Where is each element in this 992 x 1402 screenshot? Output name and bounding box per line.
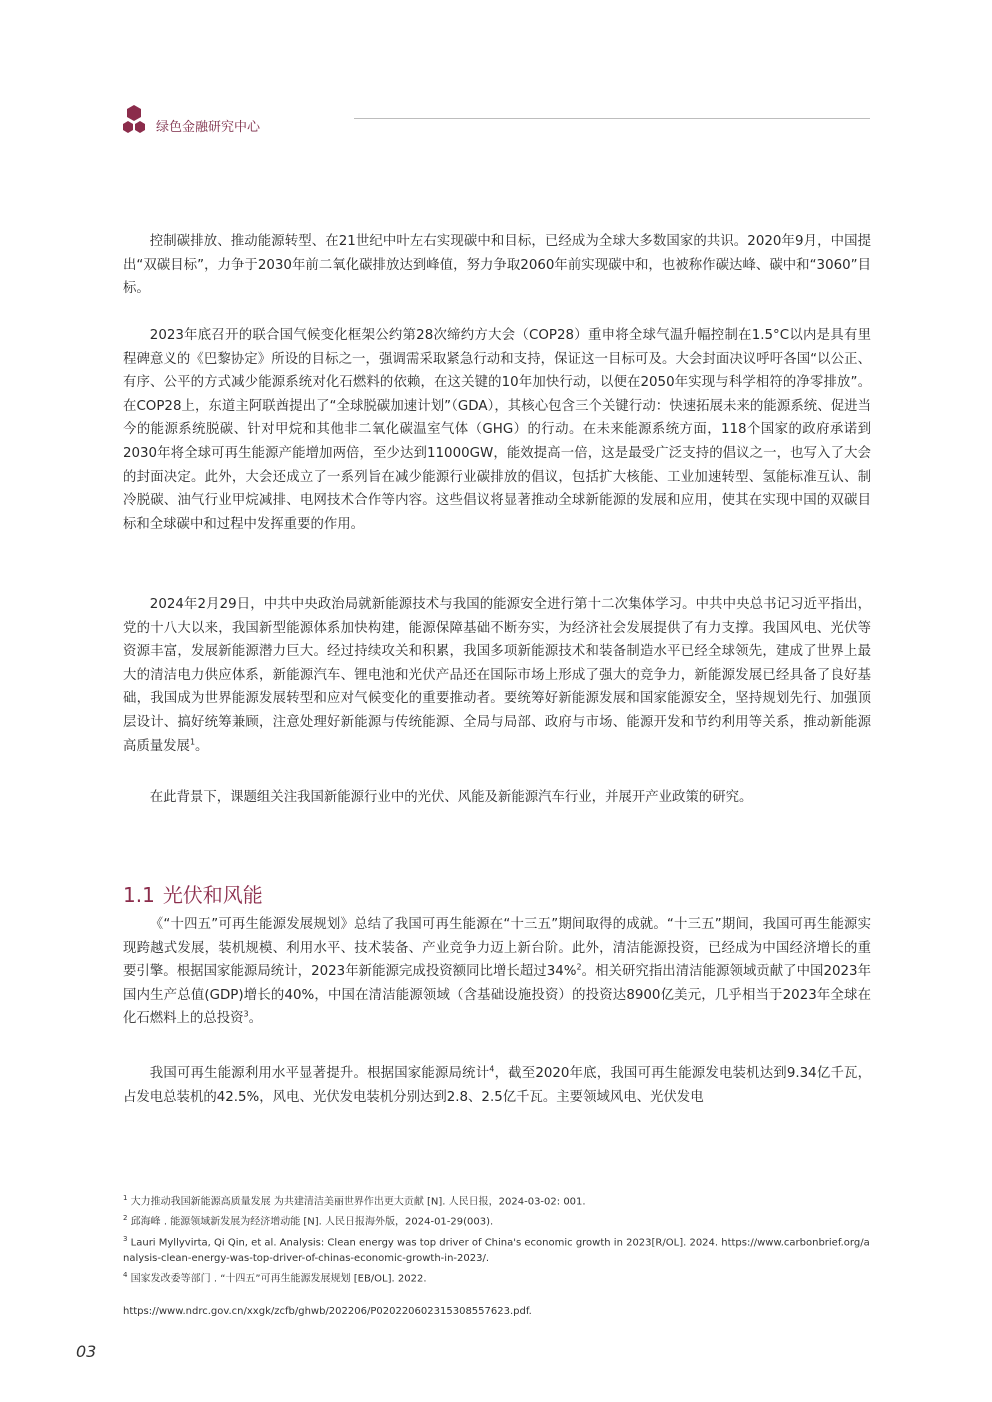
footnote-ref[interactable]: 1: [189, 737, 196, 747]
footnote-1: $^1$ 大力推动我国新能源高质量发展 为共建清洁美丽世界作出更大贡献 [N]. 人民日报，2024-03-02: 001.: [123, 1194, 586, 1208]
section-paragraph-1-text-c: 。: [248, 1011, 262, 1027]
section-paragraph-2-text-b: ，截至2020年底，我国可再生能源发电装机达到9.34亿千瓦，占发电总装机的42.5%，风电、光伏发电装机分别达到2.8、2.5亿千瓦。主要领域风电、光伏发电: [123, 1066, 871, 1105]
org-name: 绿色金融研究中心: [156, 120, 261, 135]
footnote-4: $^4$ 国家发改委等部门 . “十四五”可再生能源发展规划 [EB/OL]. 2022.: [123, 1270, 427, 1285]
paragraph-3: 2024年2月29日，中共中央政治局就新能源技术与我国的能源安全进行第十二次集体学习。中共中央总书记习近平指出，党的十八大以来，我国新型能源体系加快构建，能源保障基础不断夯实，为经济社会发展提供了有力支撑。我国风电、光伏等资源丰富，发展新能源潜力巨大。经过持续攻关和积累，我国多项新能源技术和装备制造水平已经全球领先，建成了世界上最大的清洁电力供应体系，新能源汽车、锂电池和光伏产品还在国际市场上形成了强大的竞争力，新能源发展已经具备了良好基础，我国成为世界能源发展转型和应对气候变化的重要推动者。要统筹好新能源发展和国家能源安全，坚持规划先行、加强顶层设计、搞好统筹兼顾，注意处理好新能源与传统能源、全局与局部、政府与市场、能源开发和节约利用等关系，推动新能源高质量发展$^1$。: [123, 597, 871, 754]
section-paragraph-1-text-a: 《“十四五”可再生能源发展规划》总结了我国可再生能源在“十三五”期间取得的成就。“十三五”期间，我国可再生能源实现跨越式发展，装机规模、利用水平、技术装备、产业竞争力迈上新台阶。此外，清洁能源投资，已经成为中国经济增长的重要引擎。根据国家能源局统计，2023年新能源完成投资额同比增长超过34%: [123, 917, 871, 980]
header-divider: [354, 118, 870, 119]
section-number: 1.1: [123, 883, 155, 907]
footnote-ref[interactable]: 3: [243, 1009, 249, 1019]
footnote-ref[interactable]: 2: [576, 962, 582, 972]
paragraph-1: 控制碳排放、推动能源转型、在21世纪中叶左右实现碳中和目标，已经成为全球大多数国家的共识。2020年9月，中国提出“双碳目标”，力争于2030年前二氧化碳排放达到峰值，努力争取2060年前实现碳中和，也被称作碳达峰、碳中和“3060”目标。: [123, 234, 871, 297]
footnote-ref[interactable]: 4: [489, 1064, 495, 1074]
paragraph-4: 在此背景下，课题组关注我国新能源行业中的光伏、风能及新能源汽车行业，并展开产业政策的研究。: [149, 790, 753, 805]
section-paragraph-1-text-b: 。相关研究指出清洁能源领域贡献了中国2023年国内生产总值(GDP)增长的40%，中国在清洁能源领域（含基础设施投资）的投资达8900亿美元，几乎相当于2023年全球在化石燃料上的总投资: [123, 964, 872, 1027]
paragraph-3-text: 2024年2月29日，中共中央政治局就新能源技术与我国的能源安全进行第十二次集体学习。中共中央总书记习近平指出，党的十八大以来，我国新型能源体系加快构建，能源保障基础不断夯实，为经济社会发展提供了有力支撑。我国风电、光伏等资源丰富，发展新能源潜力巨大。经过持续攻关和积累，我国多项新能源技术和装备制造水平已经全球领先，建成了世界上最大的清洁电力供应体系，新能源汽车、锂电池和光伏产品还在国际市场上形成了强大的竞争力，新能源发展已经具备了良好基础，我国成为世界能源发展转型和应对气候变化的重要推动者。要统筹好新能源发展和国家能源安全，坚持规划先行、加强顶层设计、搞好统筹兼顾，注意处理好新能源与传统能源、全局与局部、政府与市场、能源开发和节约利用等关系，推动新能源高质量发展: [123, 597, 871, 754]
page-header: [122, 105, 870, 135]
paragraph-2: 2023年底召开的联合国气候变化框架公约第28次缔约方大会（COP28）重申将全球气温升幅控制在1.5°C以内是具有里程碑意义的《巴黎协定》所设的目标之一，强调需采取紧急行动和支持，保证这一目标可及。大会封面决议呼吁各国“以公正、有序、公平的方式减少能源系统对化石燃料的依赖，在这关键的10年加快行动，以便在2050年实现与科学相符的净零排放”。在COP28上，东道主阿联酋提出了“全球脱碳加速计划”（GDA），其核心包含三个关键行动：快速拓展未来的能源系统、促进当今的能源系统脱碳、针对甲烷和其他非二氧化碳温室气体（GHG）的行动。在未来能源系统方面，118个国家的政府承诺到2030年将全球可再生能源产能增加两倍，至少达到11000GW，能效提高一倍，这是最受广泛支持的倡议之一，也写入了大会的封面决定。此外，大会还成立了一系列旨在减少能源行业碳排放的倡议，包括扩大核能、工业加速转型、氢能标准互认、制冷脱碳、油气行业甲烷减排、电网技术合作等内容。这些倡议将显著推动全球新能源的发展和应用，使其在实现中国的双碳目标和全球碳中和过程中发挥重要的作用。: [123, 328, 871, 532]
footnote-url-link[interactable]: https://www.ndrc.gov.cn/xxgk/zcfb/ghwb/202206/P020220602315308557623.pdf.: [123, 1306, 532, 1317]
footnotes: [123, 1190, 871, 1287]
hexagon-cluster-logo: [122, 105, 146, 133]
section-title-text: 光伏和风能: [162, 883, 263, 907]
page-number: 03: [76, 1342, 97, 1361]
footnote-2: $^2$ 邱海峰 . 能源领域新发展为经济增动能 [N]. 人民日报海外版，2024-01-29(003).: [123, 1214, 494, 1228]
section-paragraph-2: [123, 1062, 871, 1109]
section-paragraph-1: [123, 913, 871, 1031]
section-heading: [123, 879, 263, 908]
footnote-3: $^3$ Lauri Myllyvirta, Qi Qin, et al. Analysis: Clean energy was top driver of China's economic growth in 2023[R/OL]. 2024. https://www.carbonbrief.org/analysis-clean-energy-was-top-driver-of-chinas-economic-growth-in-2023/.: [123, 1234, 870, 1264]
section-paragraph-2-text-a: 我国可再生能源利用水平显著提升。根据国家能源局统计: [149, 1066, 490, 1081]
